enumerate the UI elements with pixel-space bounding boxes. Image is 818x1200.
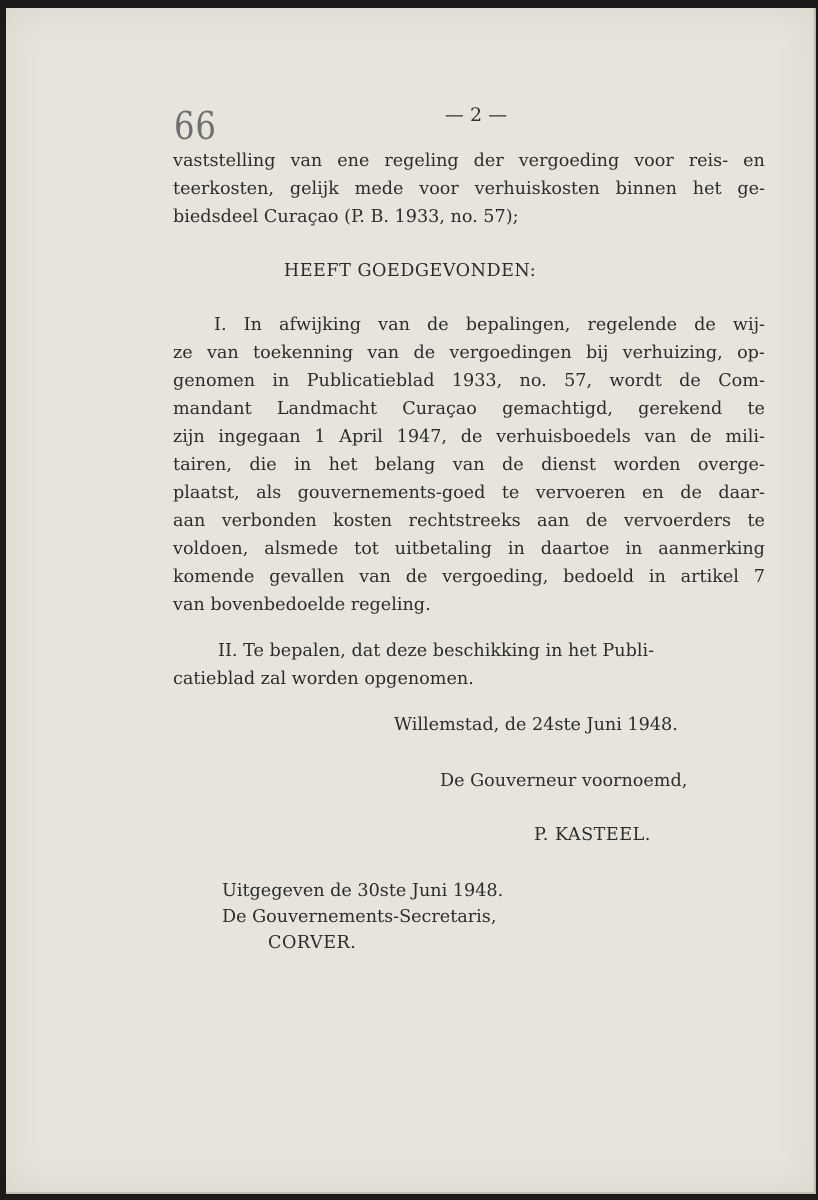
printed-page-number: — 2 — <box>444 104 508 126</box>
article-1-line: mandant Landmacht Curaçao gemachtigd, gerekend te <box>173 399 765 419</box>
handwritten-page-number: 66 <box>174 104 217 148</box>
governor-title: De Gouverneur voornoemd, <box>440 771 688 791</box>
article-2-line: II. Te bepalen, dat deze beschikking in het Publi- <box>218 641 655 661</box>
article-1-line: ze van toekenning van de vergoedingen bij verhuizing, op- <box>173 343 765 363</box>
article-1-line: van bovenbedoelde regeling. <box>173 595 431 615</box>
document-page <box>6 8 816 1194</box>
article-1-line: zijn ingegaan 1 April 1947, de verhuisboedels van de mili- <box>173 427 765 447</box>
issued-date: Uitgegeven de 30ste Juni 1948. <box>222 881 504 901</box>
secretary-title: De Gouvernements-Secretaris, <box>222 907 497 927</box>
article-1-line: voldoen, alsmede tot uitbetaling in daartoe in aanmerking <box>173 539 765 559</box>
intro-line: teerkosten, gelijk mede voor verhuiskosten binnen het ge- <box>173 179 765 199</box>
place-date: Willemstad, de 24ste Juni 1948. <box>394 715 678 735</box>
article-1-line: I. In afwijking van de bepalingen, regelende de wij- <box>214 315 765 335</box>
article-1-line: plaatst, als gouvernements-goed te vervoeren en de daar- <box>173 483 765 503</box>
intro-line: vaststelling van ene regeling der vergoeding voor reis- en <box>173 151 765 171</box>
article-1-line: genomen in Publicatieblad 1933, no. 57, wordt de Com- <box>173 371 765 391</box>
secretary-name: CORVER. <box>268 933 357 953</box>
article-1-line: komende gevallen van de vergoeding, bedoeld in artikel 7 <box>173 567 765 587</box>
article-1-line: tairen, die in het belang van de dienst worden overge- <box>173 455 765 475</box>
intro-line: biedsdeel Curaçao (P. B. 1933, no. 57); <box>173 207 519 227</box>
article-2-line: catieblad zal worden opgenomen. <box>173 669 474 689</box>
article-1-line: aan verbonden kosten rechtstreeks aan de vervoerders te <box>173 511 765 531</box>
governor-name: P. KASTEEL. <box>534 825 651 845</box>
section-heading: HEEFT GOEDGEVONDEN: <box>283 261 537 281</box>
